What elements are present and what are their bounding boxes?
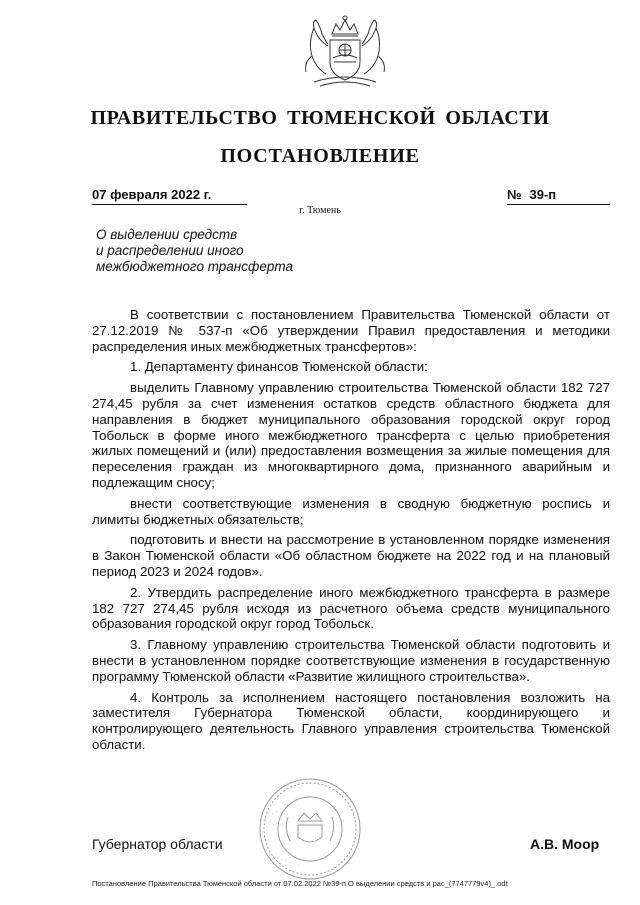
subject-line: межбюджетного трансферта <box>96 259 294 274</box>
subject-line: О выделении средств <box>96 227 238 242</box>
official-seal-stamp <box>258 777 362 881</box>
document-date: 07 февраля 2022 г. <box>92 187 212 202</box>
body-paragraph: 1. Департаменту финансов Тюменской области: <box>130 359 428 375</box>
number-sign: № <box>507 187 522 202</box>
document-subject <box>96 227 356 275</box>
document-body <box>92 307 610 758</box>
body-paragraph: 4. Контроль за исполнением настоящего постановления возложить на заместителя Губернатора Тюменской области, координирующего и контролирующего деятельность Главного управления строительства Тюменской области. <box>92 689 610 752</box>
subject-line: и распределении иного <box>96 243 244 258</box>
svg-text:· · · · · · · · ·: · · · · · · · · · <box>263 797 299 822</box>
signatory-name: А.В. Моор <box>530 836 600 852</box>
document-number-field <box>507 186 610 205</box>
body-paragraph: 2. Утвердить распределение иного межбюджетного трансферта в размере 182 727 274,45 рубля исходя из расчетного объема средств муниципального образования городской округ город Тобольск. <box>92 584 610 632</box>
document-date-field <box>92 186 247 205</box>
body-paragraph: внести соответствующие изменения в сводную бюджетную роспись и лимиты бюджетных обязательств; <box>92 495 610 527</box>
government-title: ПРАВИТЕЛЬСТВО ТЮМЕНСКОЙ ОБЛАСТИ <box>90 107 550 129</box>
body-paragraph: В соответствии с постановлением Правительства Тюменской области от 27.12.2019 № 537-п «Об утверждении Правил предоставления и методики распределения иных межбюджетных трансфертов»: <box>92 307 610 354</box>
body-paragraph: подготовить и внести на рассмотрение в установленном порядке изменения в Закон Тюменской области «Об областном бюджете на 2022 год и на плановый период 2023 и 2024 годов». <box>92 532 610 579</box>
signatory-position: Губернатор области <box>92 836 223 852</box>
document-footer: Постановление Правительства Тюменской области от 07.02.2022 №39-п О выделении средств и рас_(7747779v4)_.odt <box>92 879 508 888</box>
svg-text:· · · · · · · ·: · · · · · · · · <box>267 851 301 870</box>
document-number: 39-п <box>529 187 557 202</box>
body-paragraph: 3. Главному управлению строительства Тюменской области подготовить и внести в установленном порядке соответствующие изменения в государственную программу Тюменской области «Развитие жилищного строительства». <box>92 637 610 684</box>
city-label: г. Тюмень <box>299 205 341 216</box>
body-paragraph: выделить Главному управлению строительства Тюменской области 182 727 274,45 рубля за счет изменения остатков средств областного бюджета для направления в бюджет муниципального образования городской округ город Тобольск в форме иного межбюджетного трансферта с целью приобретения жилых помещений и (или) предоставления возмещения за жилые помещения для переселения граждан из многоквартирного дома, признанного аварийным и подлежащим сносу; <box>92 380 610 490</box>
document-type-title: ПОСТАНОВЛЕНИЕ <box>220 145 420 167</box>
coat-of-arms-emblem <box>300 12 390 90</box>
